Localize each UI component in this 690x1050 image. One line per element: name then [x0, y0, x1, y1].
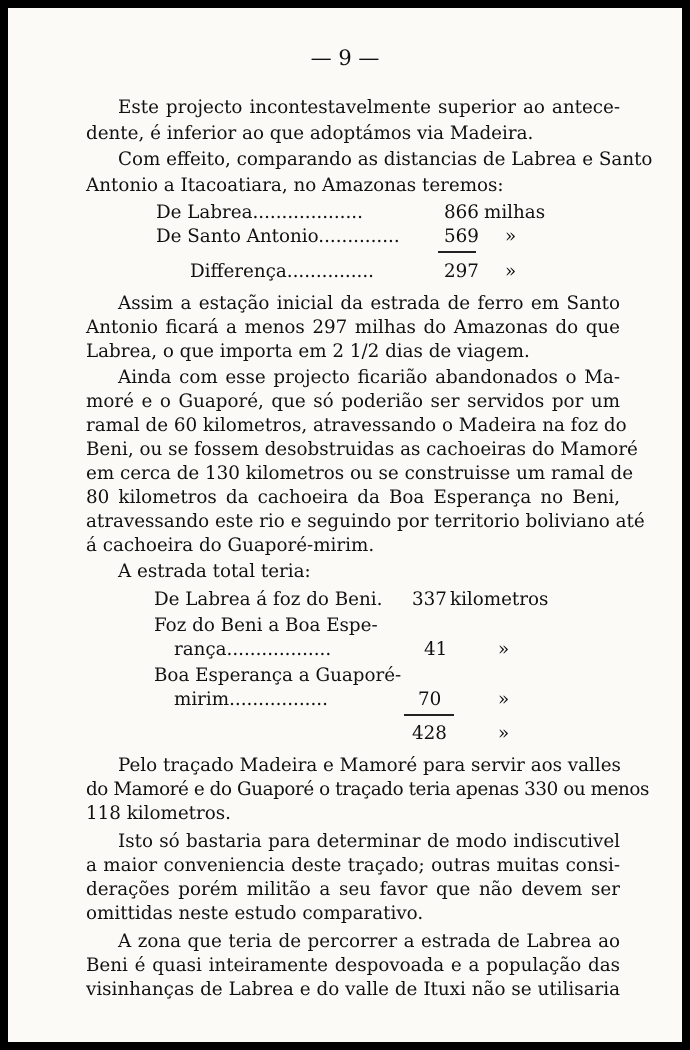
table-row-label: rança.................. — [174, 639, 332, 660]
table-row-label: mirim................. — [174, 689, 328, 710]
text-line: a maior conveniencia deste traçado; outras muitas consi- — [86, 855, 620, 876]
text-line: ramal de 60 kilometros, atravessando o Madeira na foz do — [86, 415, 627, 436]
text-line: em cerca de 130 kilometros ou se construisse um ramal de — [86, 463, 634, 484]
text-line: A zona que teria de percorrer a estrada de Labrea ao — [118, 931, 620, 952]
table-total-unit: » — [498, 723, 510, 744]
table-row-label: De Labrea................... — [156, 202, 363, 223]
text-line: Com effeito, comparando as distancias de Labrea e Santo — [118, 149, 653, 170]
text-line: Antonio a Itacoatiara, no Amazonas teremos: — [86, 175, 504, 196]
page-number: — 9 — — [310, 46, 380, 70]
text-line: dente, é inferior ao que adoptámos via Madeira. — [86, 123, 534, 144]
table-row-value: 337 — [412, 589, 447, 610]
table-row-label: De Labrea á foz do Beni. — [154, 589, 383, 610]
table-row-value: 41 — [424, 639, 448, 660]
table-total-label: Differença............... — [190, 261, 374, 282]
sum-rule — [438, 251, 476, 253]
text-line: Assim a estação inicial da estrada de ferro em Santo — [118, 293, 620, 314]
text-line: atravessando este rio e seguindo por territorio boliviano até — [86, 511, 645, 532]
table-row-value: 70 — [418, 689, 442, 710]
text-line: A estrada total teria: — [118, 561, 311, 582]
text-line: Ainda com esse projecto ficarião abandonados o Ma- — [118, 367, 620, 388]
text-line: Beni é quasi inteiramente despovoada e a população das — [86, 955, 620, 976]
table-row-label: De Santo Antonio.............. — [156, 226, 400, 247]
table-total-value: 428 — [412, 723, 447, 744]
text-line: Isto só bastaria para determinar de modo indiscutivel — [118, 831, 620, 852]
text-line: 118 kilometros. — [86, 803, 231, 824]
text-line: Este projecto incontestavelmente superior ao antece- — [118, 97, 620, 118]
text-line: á cachoeira do Guaporé-mirim. — [86, 535, 375, 556]
table-total-value: 297 — [444, 261, 479, 282]
table-total-unit: » — [505, 261, 517, 282]
table-row-unit: milhas — [484, 202, 546, 223]
table-row-label: Foz do Beni a Boa Espe- — [154, 615, 378, 636]
table-row-unit: kilometros — [450, 589, 549, 610]
table-row-label: Boa Esperança a Guaporé- — [154, 665, 402, 686]
table-row-value: 866 — [444, 202, 479, 223]
text-line: do Mamoré e do Guaporé o traçado teria apenas 330 ou menos — [86, 779, 649, 800]
table-row-unit: » — [498, 639, 510, 660]
sum-rule — [404, 714, 454, 716]
text-line: Antonio ficará a menos 297 milhas do Amazonas do que — [86, 317, 620, 338]
text-line: Beni, ou se fossem desobstruidas as cachoeiras do Mamoré — [86, 439, 638, 460]
text-line: omittidas neste estudo comparativo. — [86, 903, 424, 924]
text-line: Pelo traçado Madeira e Mamoré para servir aos valles — [118, 755, 621, 776]
text-line: visinhanças de Labrea e do valle de Ituxi não se utilisaria — [86, 979, 620, 1000]
text-line: Labrea, o que importa em 2 1/2 dias de viagem. — [86, 341, 530, 362]
text-line: derações porém militão a seu favor que não devem ser — [86, 879, 620, 900]
table-row-value: 569 — [444, 226, 479, 247]
text-line: moré e o Guaporé, que só poderião ser servidos por um — [86, 391, 620, 412]
table-row-unit: » — [498, 689, 510, 710]
book-page — [8, 8, 682, 1042]
text-line: 80 kilometros da cachoeira da Boa Esperança no Beni, — [86, 487, 620, 508]
table-row-unit: » — [505, 226, 517, 247]
